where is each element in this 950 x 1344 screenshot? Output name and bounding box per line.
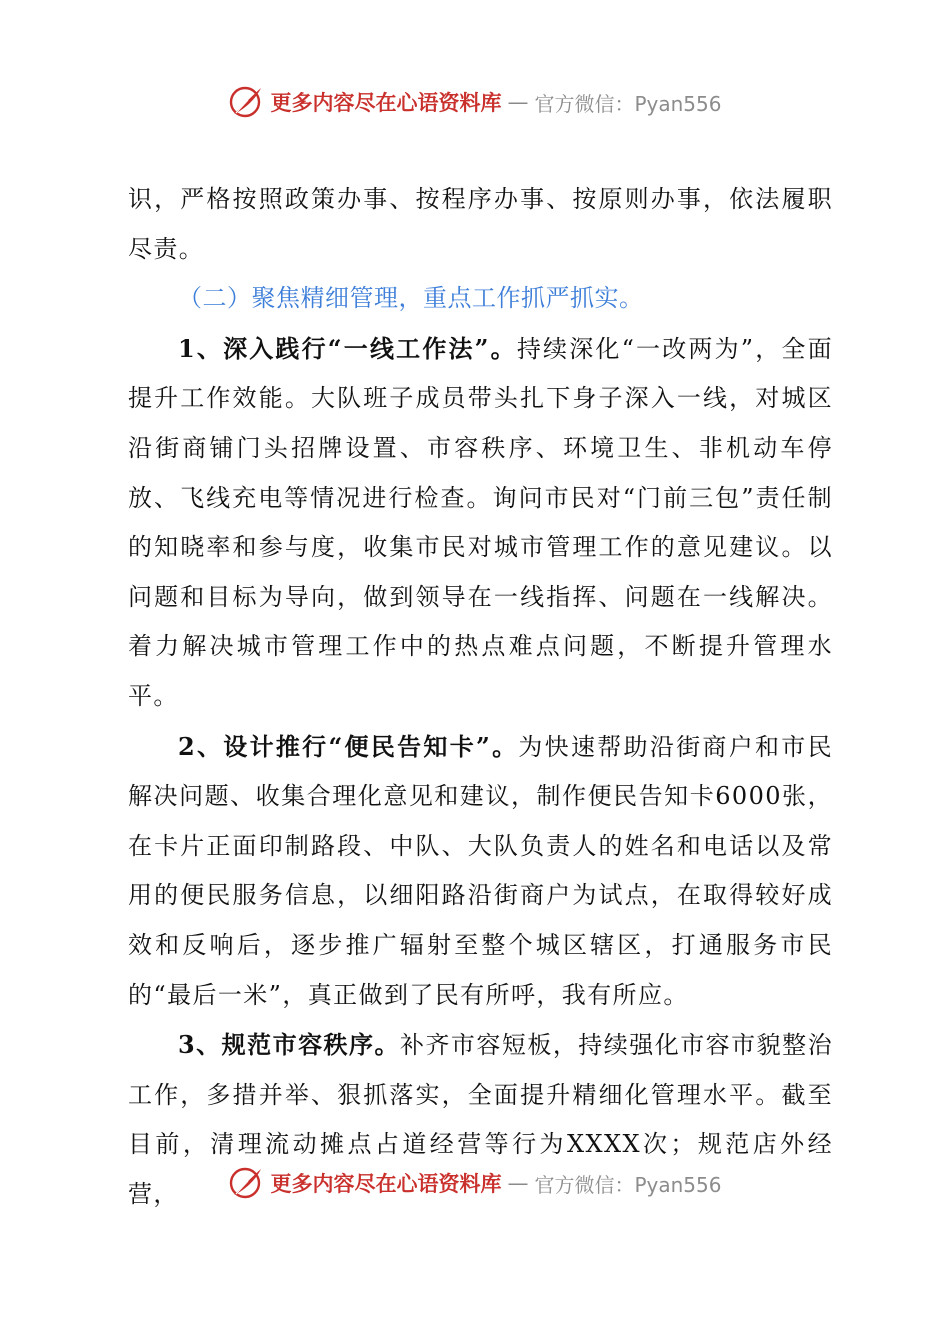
- item-2-text: 为快速帮助沿街商户和市民解决问题、收集合理化意见和建议，制作便民告知卡6000张，在卡片正面印制路段、中队、大队负责人的姓名和电话以及常用的便民服务信息，以细阳路沿街商户为试点，在取得较好成效和反响后，逐步推广辐射至整个城区辖区，打通服务市民的“最后一米”，真正做到了民有所呼，我有所应。: [128, 732, 833, 1009]
- section-heading: （二）聚焦精细管理，重点工作抓严抓实。: [178, 284, 644, 313]
- watermark-brand: 更多内容尽在心语资料库: [270, 90, 502, 115]
- watermark-wechat: 官方微信：Pyan556: [534, 1172, 722, 1197]
- header-watermark: [0, 82, 950, 122]
- paragraph-continued: 识，严格按照政策办事、按程序办事、按原则办事，依法履职尽责。: [128, 185, 833, 263]
- quill-logo-icon: [228, 1165, 264, 1201]
- watermark-wechat: 官方微信：Pyan556: [534, 91, 722, 116]
- item-2-title: 2、设计推行“便民告知卡”。: [178, 731, 519, 761]
- watermark-brand: 更多内容尽在心语资料库: [270, 1171, 502, 1196]
- document-body: [128, 175, 833, 1219]
- item-1-text: 持续深化“一改两为”，全面提升工作效能。大队班子成员带头扎下身子深入一线，对城区沿街商铺门头招牌设置、市容秩序、环境卫生、非机动车停放、飞线充电等情况进行检查。询问市民对“门前三包”责任制的知晓率和参与度，收集市民对城市管理工作的意见建议。以问题和目标为导向，做到领导在一线指挥、问题在一线解决。着力解决城市管理工作中的热点难点问题，不断提升管理水平。: [128, 334, 833, 710]
- item-3-title: 3、规范市容秩序。: [178, 1030, 400, 1060]
- paragraph-item-1: [128, 324, 833, 722]
- paragraph-item-2: [128, 722, 833, 1021]
- watermark-separator: —: [507, 1171, 529, 1195]
- item-1-title: 1、深入践行“一线工作法”。: [178, 333, 517, 363]
- watermark-separator: —: [507, 90, 529, 114]
- footer-watermark: [0, 1163, 950, 1203]
- item-3-text: 补齐市容短板，持续强化市容市貌整治工作，多措并举、狠抓落实，全面提升精细化管理水平。截至目前，清理流动摊点占道经营等行为XXXX次；规范店外经营，: [128, 1031, 833, 1208]
- quill-logo-icon: [228, 84, 264, 120]
